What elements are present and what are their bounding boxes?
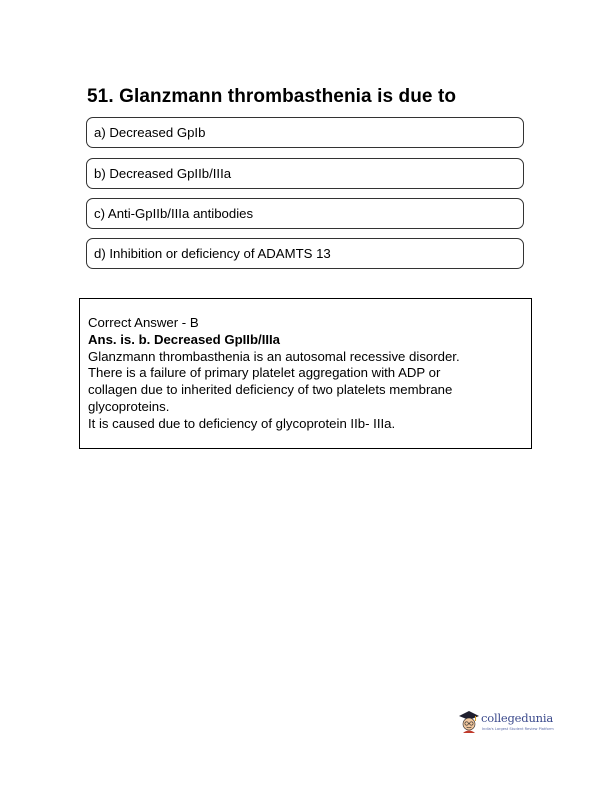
explanation-line: There is a failure of primary platelet aggregation with ADP or (88, 365, 441, 381)
collegedunia-logo[interactable] (458, 707, 568, 737)
answer-box (79, 298, 532, 449)
question-title: 51. Glanzmann thrombasthenia is due to (87, 86, 457, 107)
option-a[interactable]: a) Decreased GpIb (86, 117, 524, 148)
option-b[interactable]: b) Decreased GpIIb/IIIa (86, 158, 524, 189)
logo-tagline: India's Largest Student Review Platform (482, 727, 554, 731)
explanation-line: glycoproteins. (88, 398, 170, 414)
logo-name: collegedunia (481, 711, 554, 725)
explanation-line: Glanzmann thrombasthenia is an autosomal recessive disorder. (88, 348, 460, 364)
graduate-mascot-icon (458, 709, 480, 735)
option-c[interactable]: c) Anti-GpIIb/IIIa antibodies (86, 198, 524, 229)
option-d[interactable]: d) Inhibition or deficiency of ADAMTS 13 (86, 238, 524, 269)
explanation-line: collagen due to inherited deficiency of two platelets membrane (88, 382, 453, 398)
correct-answer: Correct Answer - B (88, 315, 199, 330)
answer-heading: Ans. is. b. Decreased GpIIb/IIIa (88, 331, 281, 347)
explanation-line: It is caused due to deficiency of glycoprotein IIb- IIIa. (88, 415, 396, 431)
